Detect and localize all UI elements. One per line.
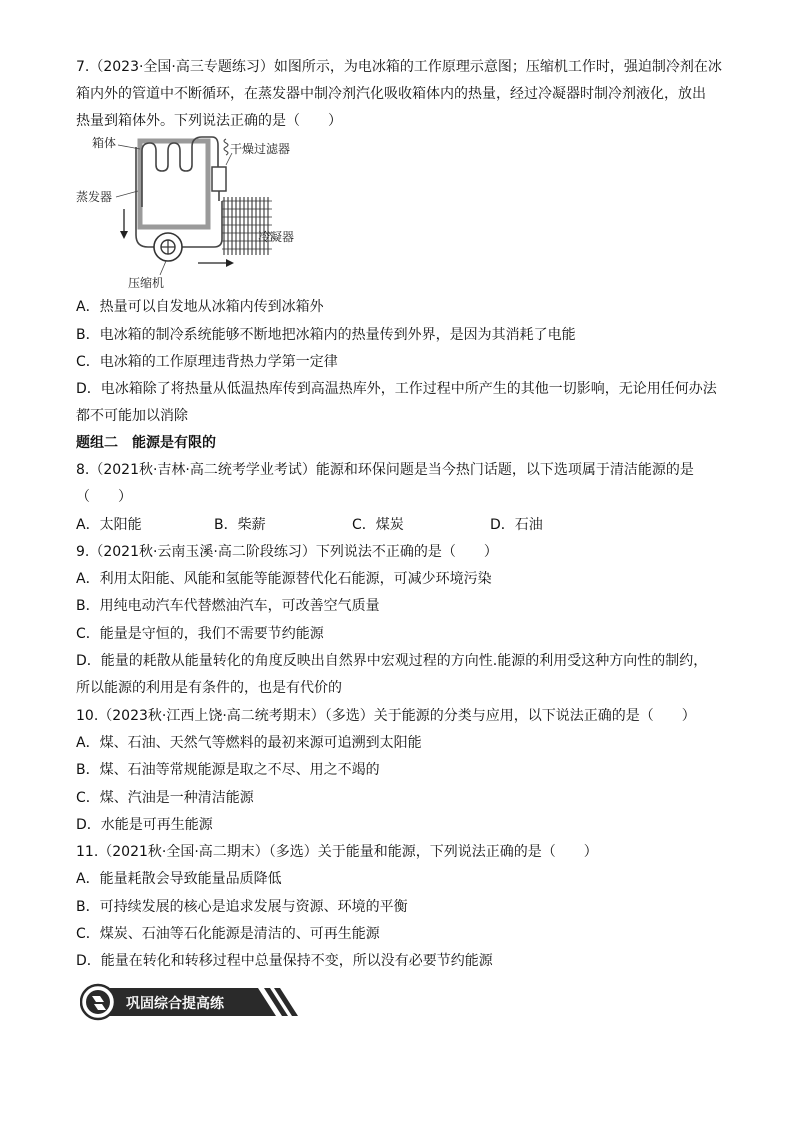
evaporator-tube [142,143,192,207]
q11-option-b: B．可持续发展的核心是追求发展与资源、环境的平衡 [76,899,408,915]
q7-option-b: B．电冰箱的制冷系统能够不断地把冰箱内的热量传到外界，是因为其消耗了电能 [76,327,576,343]
q9-option-d-line1: D．能量的耗散从能量转化的角度反映出自然界中宏观过程的方向性.能源的利用受这种方向性的制约， [76,653,708,669]
q8-option-b: B．柴薪 [214,517,266,533]
q8-option-d: D．石油 [490,517,543,533]
condenser-coil [224,197,268,255]
q10-option-c: C．煤、汽油是一种清洁能源 [76,790,254,806]
q8-stem-line2: （ ） [76,489,132,505]
q8-option-c: C．煤炭 [352,517,404,533]
q8-option-a: A．太阳能 [76,517,142,533]
banner-title: 巩固综合提高练 [126,996,224,1012]
q7-stem-line1: 7.（2023·全国·高三专题练习）如图所示，为电冰箱的工作原理示意图；压缩机工作时，强迫制冷剂在冰 [76,59,722,75]
q7-stem-line3: 热量到箱体外。下列说法正确的是（ ） [76,113,342,129]
q10-option-d: D．水能是可再生能源 [76,817,213,833]
pipe-bottom [180,201,222,247]
q7-option-d-line1: D．电冰箱除了将热量从低温热库传到高温热库外，工作过程中所产生的其他一切影响，无论用任何办法 [76,381,717,397]
q9-option-d-line2: 所以能源的利用是有条件的，也是有代价的 [76,680,342,696]
q11-option-c: C．煤炭、石油等石化能源是清洁的、可再生能源 [76,926,380,942]
section-banner [80,982,300,1022]
refrigerator-diagram [76,135,316,295]
q8-stem-line1: 8.（2021秋·吉林·高二统考学业考试）能源和环保问题是当今热门话题，以下选项属于清洁能源的是 [76,462,694,478]
filter-spring [224,139,228,155]
q11-option-a: A．能量耗散会导致能量品质降低 [76,871,282,887]
q9-option-b: B．用纯电动汽车代替燃油汽车，可改善空气质量 [76,598,380,614]
q11-option-d: D．能量在转化和转移过程中总量保持不变，所以没有必要节约能源 [76,953,493,969]
label-condenser: 冷凝器 [258,230,295,244]
q10-option-b: B．煤、石油等常规能源是取之不尽、用之不竭的 [76,762,380,778]
box-body-shape [140,141,208,227]
q7-option-c: C．电冰箱的工作原理违背热力学第一定律 [76,354,338,370]
label-box: 箱体 [92,136,117,150]
q9-option-a: A．利用太阳能、风能和氢能等能源替代化石能源，可减少环境污染 [76,571,492,587]
label-evaporator: 蒸发器 [76,190,113,204]
label-compressor: 压缩机 [128,276,165,290]
label-filter: 干燥过滤器 [230,142,291,156]
q7-option-a: A．热量可以自发地从冰箱内传到冰箱外 [76,299,324,315]
q7-option-d-line2: 都不可能加以消除 [76,408,188,424]
group2-title: 题组二 能源是有限的 [76,435,216,451]
q11-stem: 11.（2021秋·全国·高二期末）（多选）关于能量和能源，下列说法正确的是（ ） [76,844,598,860]
q9-option-c: C．能量是守恒的，我们不需要节约能源 [76,626,324,642]
q10-stem: 10.（2023秋·江西上饶·高二统考期末）（多选）关于能源的分类与应用，以下说法正确的是（ ） [76,708,696,724]
q9-stem: 9.（2021秋·云南玉溪·高二阶段练习）下列说法不正确的是（ ） [76,544,498,560]
q10-option-a: A．煤、石油、天然气等燃料的最初来源可追溯到太阳能 [76,735,422,751]
q7-stem-line2: 箱内外的管道中不断循环，在蒸发器中制冷剂汽化吸收箱体内的热量，经过冷凝器时制冷剂液化，放出 [76,86,706,102]
filter-shape [212,167,226,191]
